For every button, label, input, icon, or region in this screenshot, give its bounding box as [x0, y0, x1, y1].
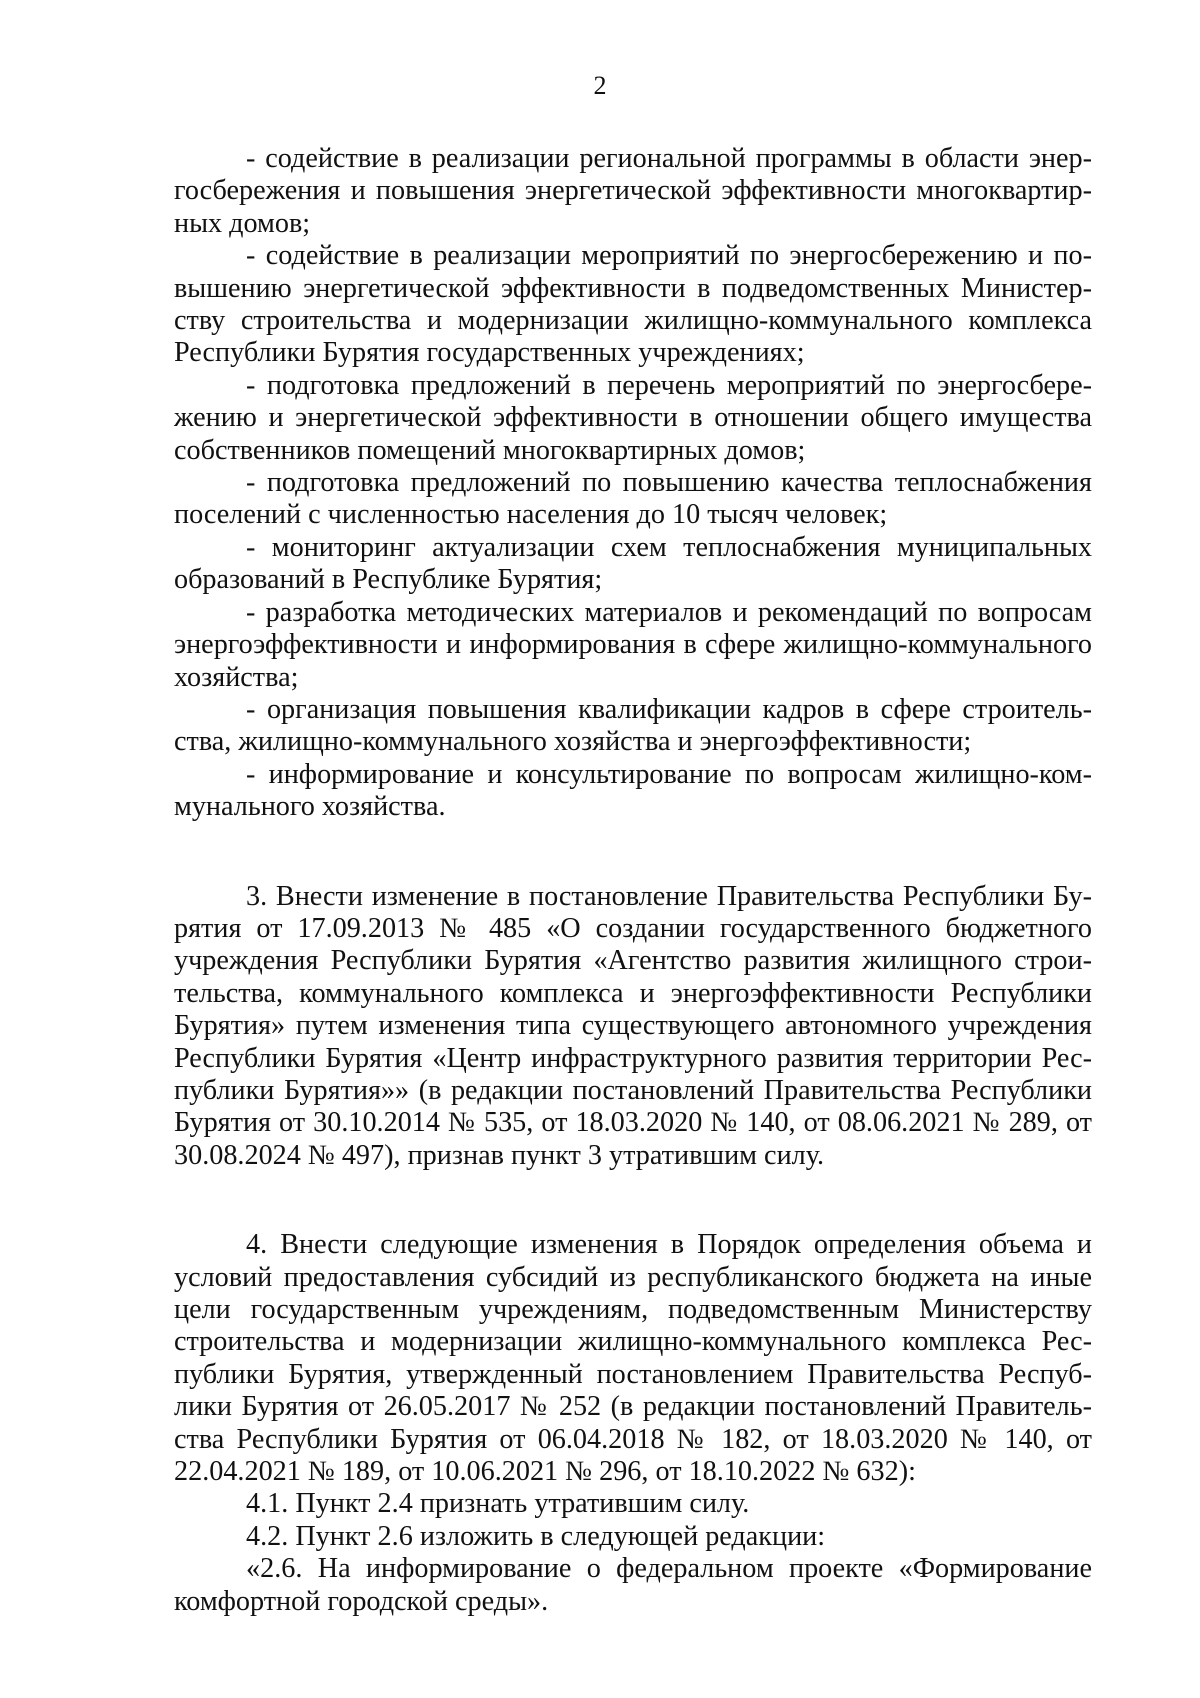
list-item: - разработка методических материалов и рекомендаций по вопросам энергоэффективности и информирования в сфере жилищно-коммунального хозяйства;: [174, 596, 1092, 693]
list-item: - организация повышения квалификации кадров в сфере строительства, жилищно-коммунального хозяйства и энергоэффективности;: [174, 693, 1092, 758]
section-4-item-4-2: 4.2. Пункт 2.6 изложить в следующей редакции:: [246, 1520, 826, 1552]
list-item: - содействие в реализации региональной программы в области энергосбережения и повышения энергетической эффективности многоквартирных домов;: [174, 143, 1092, 239]
page-number: 2: [593, 71, 607, 100]
list-item: - мониторинг актуализации схем теплоснабжения муниципальных образований в Республике Бурятия;: [174, 531, 1092, 596]
list-item: - содействие в реализации мероприятий по энергосбережению и повышению энергетической эффективности в подведомственных Министерству строительства и модернизации жилищно-коммунального комплекса Республики Бурятия государственных учреждениях;: [174, 240, 1092, 369]
paragraph-spacer: [174, 824, 1092, 881]
list-item: - информирование и консультирование по вопросам жилищно-коммунального хозяйства.: [174, 758, 1092, 823]
list-item: - подготовка предложений по повышению качества теплоснабжения поселений с численностью населения до 10 тысяч человек;: [174, 467, 1092, 531]
section-4-item-2-6: «2.6. На информирование о федеральном проекте «Формирование комфортной городской среды».: [174, 1553, 1092, 1617]
section-3-paragraph: 3. Внести изменение в постановление Правительства Республики Бурятия от 17.09.2013 № 485 «О создании государственного бюджетного учреждения Республики Бурятия «Агентство развития жилищного строительства, коммунального комплекса и энергоэффективности Республики Бурятия» путем изменения типа существующего автономного учреждения Республики Бурятия «Центр инфраструктурного развития территории Республики Бурятия»» (в редакции постановлений Правительства Республики Бурятия от 30.10.2014 № 535, от 18.03.2020 № 140, от 08.06.2021 № 289, от 30.08.2024 № 497), признав пункт 3 утратившим силу.: [174, 880, 1092, 1171]
document-body: [174, 143, 1092, 1618]
paragraph-spacer: [174, 1172, 1092, 1229]
section-4-intro: 4. Внести следующие изменения в Порядок определения объема и условий предоставления субсидий из республиканского бюджета на иные цели государственным учреждениям, подведомственным Министерству строительства и модернизации жилищно-коммунального комплекса Республики Бурятия, утвержденный постановлением Правительства Республики Бурятия от 26.05.2017 № 252 (в редакции постановлений Правительства Республики Бурятия от 06.04.2018 № 182, от 18.03.2020 № 140, от 22.04.2021 № 189, от 10.06.2021 № 296, от 18.10.2022 № 632):: [174, 1229, 1092, 1488]
section-4-item-4-1: 4.1. Пункт 2.4 признать утратившим силу.: [246, 1488, 750, 1520]
list-item: - подготовка предложений в перечень мероприятий по энергосбережению и энергетической эффективности в отношении общего имущества собственников помещений многоквартирных домов;: [174, 369, 1092, 466]
